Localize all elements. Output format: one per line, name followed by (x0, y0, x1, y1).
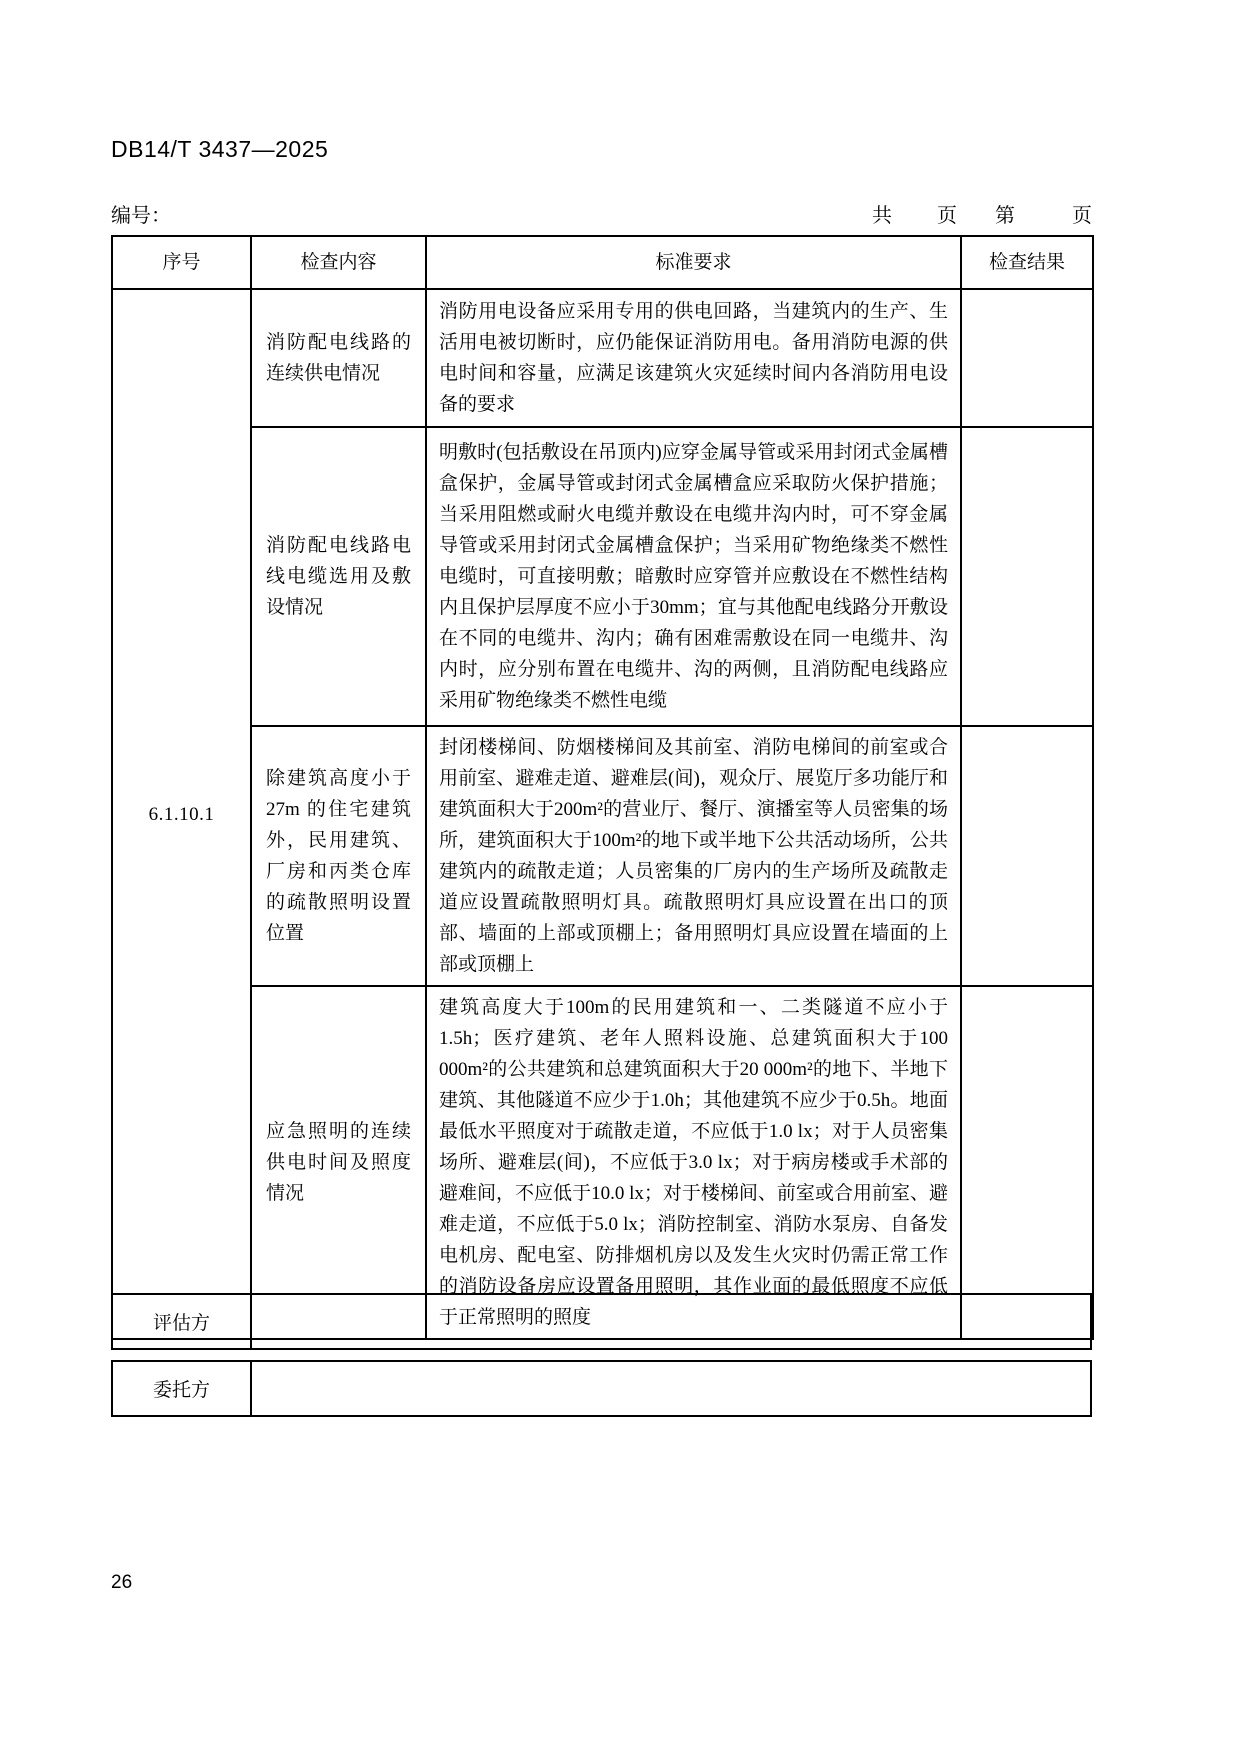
pages-total-label: 共 (872, 205, 892, 227)
assessor-value (252, 1295, 1090, 1348)
requirement-cell: 建筑高度大于100m的民用建筑和一、二类隧道不应小于1.5h；医疗建筑、老年人照料设施、总建筑面积大于100 000m²的公共建筑和总建筑面积大于20 000m²的地下、半地下建筑、其他隧道不应少于1.0h；其他建筑不应少于0.5h。地面最低水平照度对于疏散走道，不应低于1.0 lx；对于人员密集场所、避难层(间)，不应低于3.0 lx；对于病房楼或手术部的避难间，不应低于10.0 lx；对于楼梯间、前室或合用前室、避难走道，不应低于5.0 lx；消防控制室、消防水泵房、自备发电机房、配电室、防排烟机房以及发生火灾时仍需正常工作的消防设备房应设置备用照明，其作业面的最低照度不应低于正常照明的照度 (426, 986, 961, 1339)
result-cell (961, 427, 1093, 726)
meta-line (111, 199, 1092, 228)
assessor-row (111, 1293, 1092, 1350)
content-cell: 除建筑高度小于27m 的住宅建筑外，民用建筑、厂房和丙类仓库的疏散照明设置位置 (251, 726, 426, 986)
client-value (252, 1362, 1090, 1415)
table-row (112, 289, 1093, 427)
table-row (112, 986, 1093, 1339)
pages-unit-label: 页 (937, 205, 957, 227)
table-row (112, 726, 1093, 986)
inspection-table (111, 235, 1094, 1340)
table-header-row (112, 236, 1093, 289)
pagination (872, 199, 1092, 228)
page-number: 26 (111, 1572, 133, 1593)
client-row (111, 1360, 1092, 1417)
client-label: 委托方 (113, 1362, 252, 1415)
requirement-cell: 明敷时(包括敷设在吊顶内)应穿金属导管或采用封闭式金属槽盒保护，金属导管或封闭式金属槽盒应采取防火保护措施；当采用阻燃或耐火电缆并敷设在电缆井沟内时，可不穿金属导管或采用封闭式金属槽盒保护；当采用矿物绝缘类不燃性电缆时，可直接明敷；暗敷时应穿管并应敷设在不燃性结构内且保护层厚度不应小于30mm；宜与其他配电线路分开敷设在不同的电缆井、沟内；确有困难需敷设在同一电缆井、沟内时，应分别布置在电缆井、沟的两侧，且消防配电线路应采用矿物绝缘类不燃性电缆 (426, 427, 961, 726)
content-cell: 应急照明的连续供电时间及照度情况 (251, 986, 426, 1339)
column-header-requirement: 标准要求 (426, 236, 961, 289)
page-ordinal-label: 第 (995, 205, 1015, 227)
column-header-serial: 序号 (112, 236, 251, 289)
serial-cell: 6.1.10.1 (112, 289, 251, 1339)
assessor-label: 评估方 (113, 1295, 252, 1348)
doc-code: DB14/T 3437—2025 (111, 136, 329, 162)
content-cell: 消防配电线路的连续供电情况 (251, 289, 426, 427)
result-cell (961, 726, 1093, 986)
column-header-result: 检查结果 (961, 236, 1093, 289)
page-unit-label: 页 (1072, 205, 1092, 227)
requirement-cell: 封闭楼梯间、防烟楼梯间及其前室、消防电梯间的前室或合用前室、避难走道、避难层(间)，观众厅、展览厅多功能厅和建筑面积大于200m²的营业厅、餐厅、演播室等人员密集的场所，建筑面积大于100m²的地下或半地下公共活动场所，公共建筑内的疏散走道；人员密集的厂房内的生产场所及疏散走道应设置疏散照明灯具。疏散照明灯具应设置在出口的顶部、墙面的上部或顶棚上；备用照明灯具应设置在墙面的上部或顶棚上 (426, 726, 961, 986)
table-row (112, 427, 1093, 726)
content-cell: 消防配电线路电线电缆选用及敷设情况 (251, 427, 426, 726)
result-cell (961, 986, 1093, 1339)
column-header-content: 检查内容 (251, 236, 426, 289)
requirement-cell: 消防用电设备应采用专用的供电回路，当建筑内的生产、生活用电被切断时，应仍能保证消防用电。备用消防电源的供电时间和容量，应满足该建筑火灾延续时间内各消防用电设备的要求 (426, 289, 961, 427)
number-label: 编号： (111, 205, 171, 227)
result-cell (961, 289, 1093, 427)
